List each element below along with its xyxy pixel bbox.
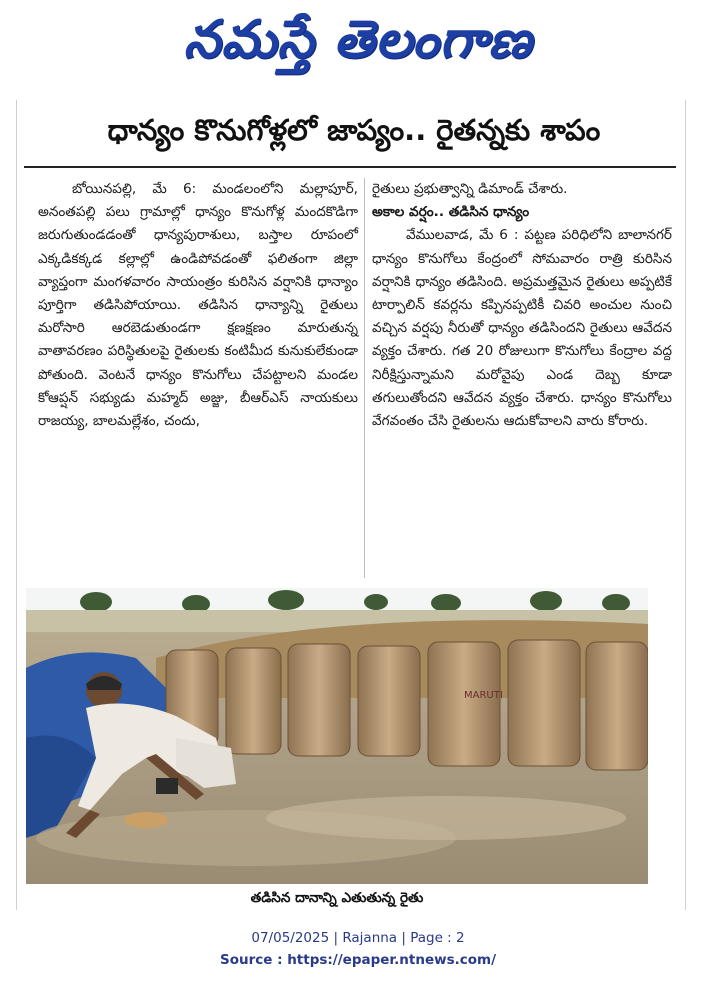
right-column	[372, 178, 672, 433]
headline-rule	[24, 166, 676, 168]
photo-caption: తడిసిన దానాన్ని ఎతుతున్న రైతు	[250, 890, 424, 906]
left-column	[38, 178, 358, 433]
svg-text:MARUTI: MARUTI	[464, 690, 503, 701]
headline-text: ధాన్యం కొనుగోళ్లలో జాప్యం.. రైతన్నకు శాపం	[107, 113, 601, 147]
photo-illustration	[26, 588, 648, 884]
right-column-text: వేములవాడ, మే 6 : పట్టణ పరిధిలోని బాలానగర్ ధాన్యం కొనుగోలు కేంద్రంలో సోమవారం రాత్రి కురిసిన వర్షానికి ధాన్యం తడిసింది. అప్రమత్తమైన రైతులు అప్పటికే టార్పాలిన్ కవర్లను కప్పినప్పటికీ చివరి అంచుల నుంచి వచ్చిన వర్షపు నీరుతో ధాన్యం తడిసిందని రైతులు ఆవేదన వ్యక్తం చేశారు. గత 20 రోజులుగా కొనుగోలు కేంద్రాల వద్ద నిరీక్షిస్తున్నామని మరోవైపు ఎండ దెబ్బ కూడా తగులుతోందని ఆవేదన వ్యక్తం చేశారు. ధాన్యం కొనుగోలు వేగవంతం చేసి రైతులను ఆదుకోవాలని వారు కోరారు.	[372, 227, 672, 430]
right-column-intro: రైతులు ప్రభుత్వాన్ని డిమాండ్ చేశారు.	[372, 181, 568, 197]
masthead	[0, 0, 716, 92]
article-headline	[24, 108, 684, 160]
footer-date-line: 07/05/2025 | Rajanna | Page : 2	[251, 930, 465, 946]
footer-source-line[interactable]: Source : https://epaper.ntnews.com/	[219, 952, 497, 968]
farmer-drying-grain-photo	[26, 588, 648, 884]
masthead-title: నమస్తే తెలంగాణ	[183, 9, 533, 70]
left-column-text: బోయినపల్లి, మే 6: మండలంలోని మల్లాపూర్, అనంతపల్లి పలు గ్రామాల్లో ధాన్యం కొనుగోళ్ల మందకొడిగా జరుగుతుండడంతో ధాన్యపురాశులు, బస్తాల రూపంలో ఎక్కడికక్కడ కల్లాల్లో ఉండిపోవడంతో ఫలితంగా జిల్లా వ్యాప్తంగా మంగళవారం సాయంత్రం కురిసిన వర్షానికి ధాన్యాం పూర్తిగా తడిసిపోయాయి. తడిసిన ధాన్యాన్ని రైతులు మరోసారి ఆరబెడుతుండగా క్షణక్షణం మారుతున్న వాతావరణం పరిస్థితులపై రైతులకు కంటిమీద కునుకులేకుండా పోతుంది. వెంటనే ధాన్యం కొనుగోలు చేపట్టాలని మండల కోఆప్షన్ సభ్యుడు మహ్మద్ అజ్జు, బీఆర్ఎస్ నాయకులు రాజయ్య, బాలమల్లేశం, చందు,	[38, 181, 358, 430]
subheading: అకాల వర్షం.. తడిసిన ధాన్యం	[372, 204, 530, 221]
column-divider	[364, 178, 365, 578]
